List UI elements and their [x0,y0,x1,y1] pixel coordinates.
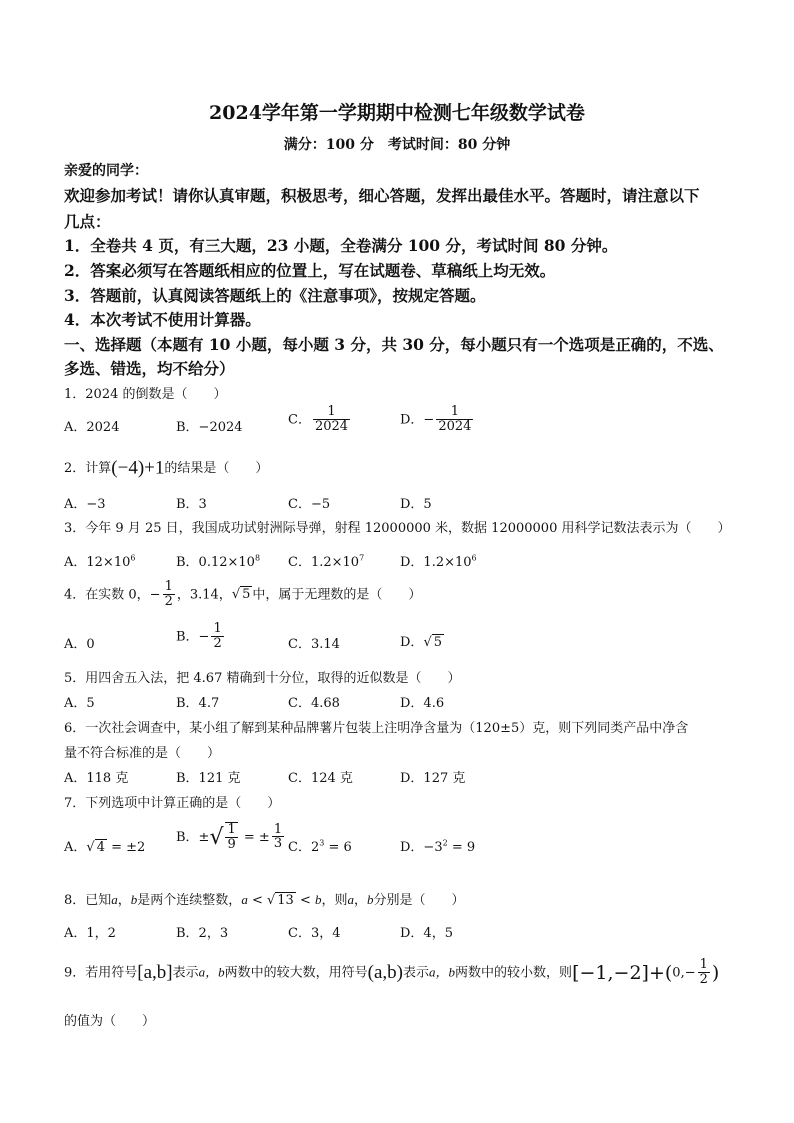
question-7-stem: 7．下列选项中计算正确的是（ ） [64,796,281,811]
q6-option-d: D．127 克 [400,771,466,786]
q3-option-b: B．$0.12\times 10^8$ [176,553,261,570]
q3-option-d: D．$1.2\times 10^6$ [400,553,477,570]
note-1: 1．全卷共 4 页，有三大题，23 小题，全卷满分 100 分，考试时间 80 分钟。 [64,236,618,255]
q3-option-c: C．$1.2\times 10^7$ [288,553,365,570]
question-9-stem-cont: 的值为（ ） [64,1014,156,1029]
q2-option-c: C．−5 [288,497,331,512]
q1-option-b: B．−2024 [176,420,243,435]
q8-option-b: B．2，3 [176,926,229,941]
q7-option-a: A．√ 4 = ±2 [64,840,146,855]
question-5-stem: 5．用四舍五入法，把 4.67 精确到十分位，取得的近似数是（ ） [64,671,461,686]
page-title: 2024学年第一学期期中检测七年级数学试卷 [209,102,585,124]
question-9-stem: 9．若用符号[a,b]表示a，b两数中的较大数，用符号(a,b)表示a，b两数中的较小数，则[−1,−2]+(0,− $\frac{1}{2}$ ) [64,957,720,987]
q7-option-c: C．$2^3 = 6$ [288,838,352,855]
q4-option-a: A．0 [64,637,95,652]
exam-info: 满分：100 分 考试时间：80 分钟 [283,137,511,153]
note-3: 3．答题前，认真阅读答题纸上的《注意事项》，按规定答题。 [64,286,486,305]
greeting: 亲爱的同学： [64,163,148,179]
q4-option-d: D．√ 5 [400,635,443,650]
q6-option-a: A．118 克 [64,771,129,786]
q4-option-b: B．− $\frac{1}{2}$ [176,621,222,651]
question-1-stem: 1．2024 的倒数是（ ） [64,387,227,402]
question-8-stem: 8．已知a，b是两个连续整数，a < √ 13 < b，则a，b分别是（ ） [64,892,465,908]
q7-option-b: B．±√ $\frac{1}{9}$ = ± $\frac{1}{3}$ [176,821,283,852]
q8-option-d: D．4，5 [400,926,453,941]
intro-line-2: 几点： [64,212,111,231]
q1-option-a: A．2024 [64,420,120,435]
question-3-stem: 3．今年 9 月 25 日，我国成功试射洲际导弹，射程 12000000 米，数据 12000000 用科学记数法表示为（ ） [64,521,731,536]
q7-option-d: D．$-3^2 = 9$ [400,838,476,855]
q4-option-c: C．3.14 [288,637,340,652]
q5-option-c: C．4.68 [288,696,340,711]
section-1-heading: 一、选择题（本题有 10 小题，每小题 3 分，共 30 分，每小题只有一个选项是正确的，不选、 [64,335,724,354]
question-6-stem-cont: 量不符合标准的是（ ） [64,746,221,761]
q3-option-a: A．$12\times 10^6$ [64,553,136,570]
q2-option-a: A．−3 [64,497,106,512]
question-4-stem: 4．在实数 0，− $\frac{1}{2}$ ，3.14，√ 5 中，属于无理数的是（ ） [64,579,422,609]
q5-option-a: A．5 [64,696,95,711]
q6-option-c: C．124 克 [288,771,353,786]
q5-option-d: D．4.6 [400,696,445,711]
question-2-stem: 2．计算(−4)+1的结果是（ ） [64,457,269,479]
intro-line-1: 欢迎参加考试！请你认真审题，积极思考，细心答题，发挥出最佳水平。答题时，请注意以下 [64,186,700,205]
q2-option-b: B．3 [176,497,207,512]
question-6-stem: 6．一次社会调查中，某小组了解到某种品牌薯片包装上注明净含量为（120±5）克，则下列同类产品中净含 [64,721,689,736]
q8-option-c: C．3，4 [288,926,341,941]
q1-option-c: C． $\frac{1}{2024}$ [288,404,349,434]
note-4: 4．本次考试不使用计算器。 [64,310,261,329]
q5-option-b: B．4.7 [176,696,220,711]
q6-option-b: B．121 克 [176,771,241,786]
q1-option-d: D．− $\frac{1}{2024}$ [400,404,472,434]
note-2: 2．答案必须写在答题纸相应的位置上，写在试题卷、草稿纸上均无效。 [64,261,556,280]
section-1-heading-cont: 多选、错选，均不给分） [64,359,235,378]
q2-option-d: D．5 [400,497,432,512]
q8-option-a: A．1，2 [64,926,116,941]
